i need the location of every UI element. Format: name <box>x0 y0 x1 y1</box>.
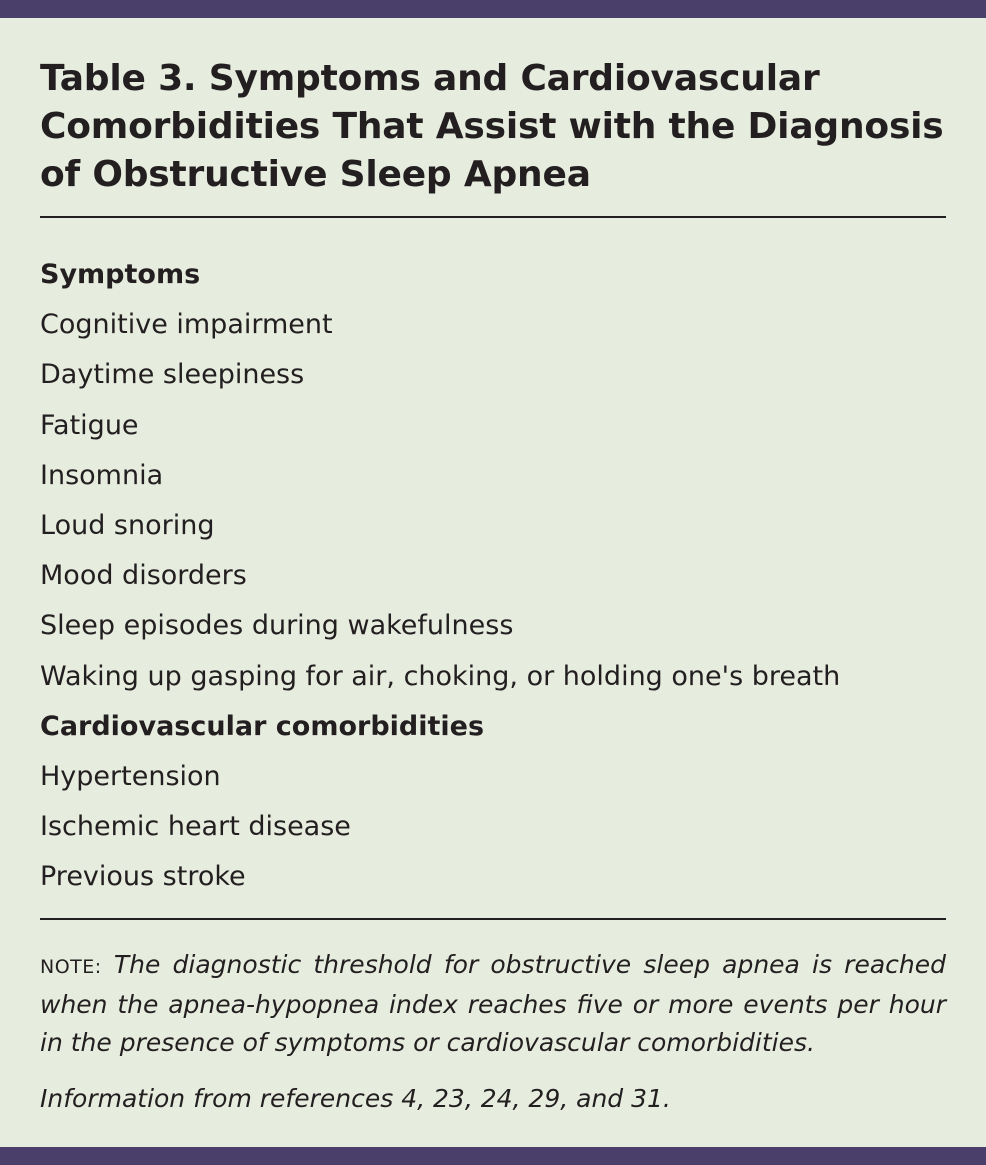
table-row: Hypertension <box>40 760 221 792</box>
table-body <box>40 250 946 902</box>
table-row: Fatigue <box>40 409 139 441</box>
table-row: Cognitive impairment <box>40 309 333 341</box>
table-row: Ischemic heart disease <box>40 811 351 843</box>
table-row: Waking up gasping for air, choking, or holding one's breath <box>40 660 841 692</box>
table-row: Insomnia <box>40 459 164 491</box>
source-citation: Information from references 4, 23, 24, 29, and 31. <box>40 1084 671 1113</box>
table-row: Mood disorders <box>40 560 247 592</box>
table-row: Daytime sleepiness <box>40 359 305 391</box>
section-heading-symptoms: Symptoms <box>40 259 201 290</box>
footer-divider <box>40 918 946 920</box>
top-accent-bar <box>0 0 986 18</box>
bottom-accent-bar <box>0 1147 986 1165</box>
table-row: Previous stroke <box>40 861 246 893</box>
note-text: The diagnostic threshold for obstructive sleep apnea is reached when the apnea-hypopnea index reaches five or more events per hour in the presence of symptoms or cardiovascular comorbidities. <box>40 950 946 1057</box>
table-note <box>40 946 946 1062</box>
note-label: NOTE: <box>40 956 102 978</box>
table-row: Sleep episodes during wakefulness <box>40 610 514 642</box>
table-title: Table 3. Symptoms and Cardiovascular Comorbidities That Assist with the Diagnosis of Obstructive Sleep Apnea <box>40 58 944 195</box>
section-heading-cardiovascular: Cardiovascular comorbidities <box>40 710 485 742</box>
title-divider <box>40 216 946 218</box>
table-row: Loud snoring <box>40 509 215 541</box>
